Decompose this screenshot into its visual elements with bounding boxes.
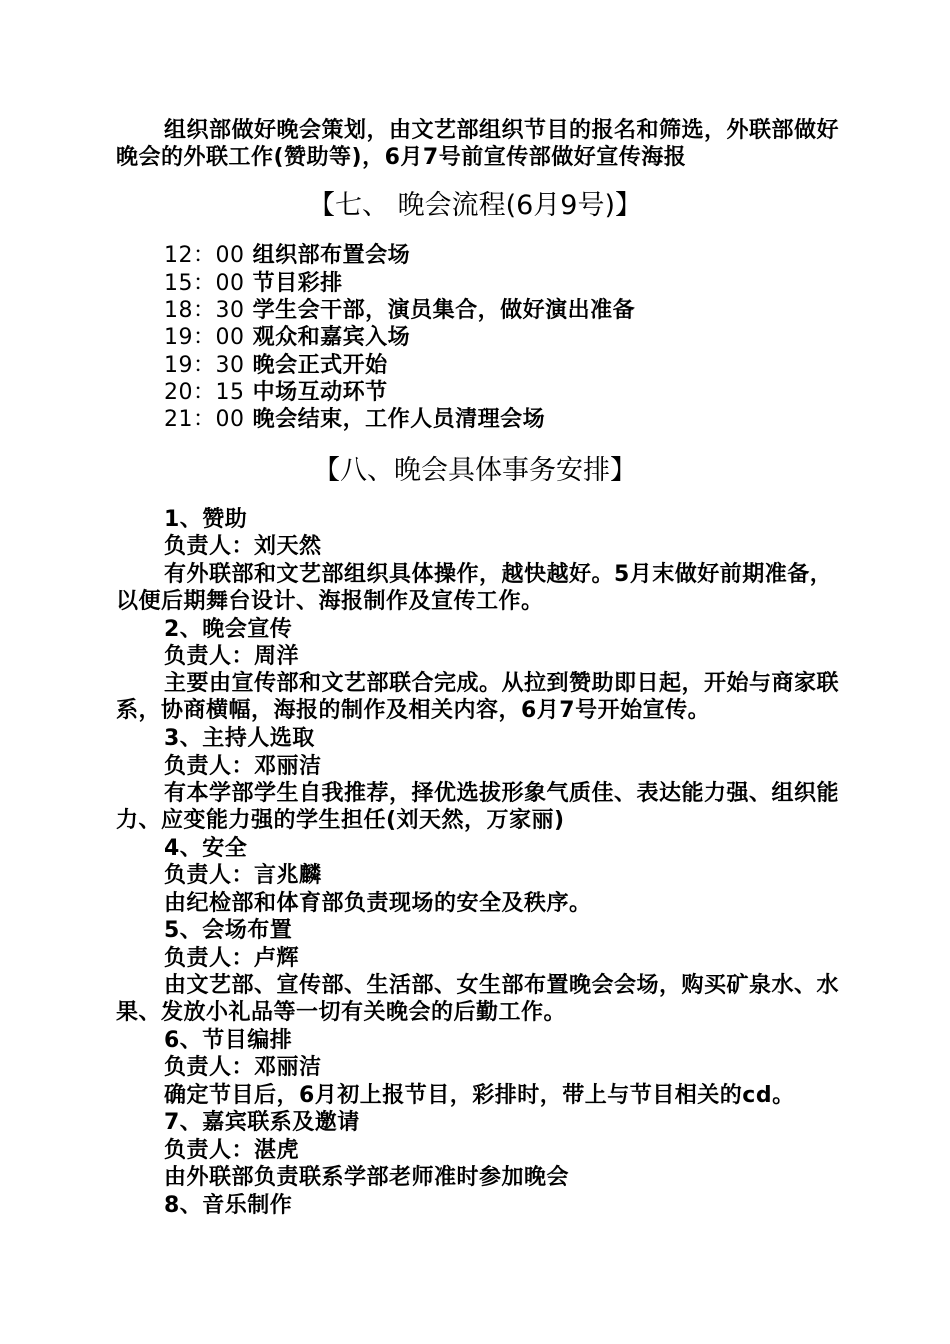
section8-heading: 【八、晚会具体事务安排】 — [313, 455, 637, 486]
item-person: 负责人：卢辉 — [164, 946, 300, 971]
schedule-item — [164, 352, 388, 379]
schedule-item — [164, 270, 343, 297]
schedule-event: 组织部布置会场 — [252, 243, 411, 268]
schedule-time: 18：30 — [164, 298, 245, 323]
schedule-time: 12：00 — [164, 243, 245, 268]
schedule-item — [164, 297, 635, 324]
item-person: 负责人：周洋 — [164, 644, 300, 669]
schedule-item — [164, 242, 410, 269]
schedule-time: 19：00 — [164, 325, 245, 350]
item-person: 负责人：邓丽洁 — [164, 754, 322, 779]
schedule-event: 学生会干部，演员集合，做好演出准备 — [252, 298, 636, 323]
schedule-time: 15：00 — [164, 271, 245, 296]
schedule-time: 19：30 — [164, 353, 245, 378]
item-description: 由外联部负责联系学部老师准时参加晚会 — [164, 1165, 570, 1190]
item-description: 主要由宣传部和文艺部联合完成。从拉到赞助即日起，开始与商家联系，协商横幅，海报的制作及相关内容，6月7号开始宣传。 — [116, 671, 840, 723]
intro-paragraph: 组织部做好晚会策划，由文艺部组织节目的报名和筛选，外联部做好晚会的外联工作(赞助等)，6月7号前宣传部做好宣传海报 — [116, 118, 840, 170]
item-title: 8、音乐制作 — [164, 1193, 293, 1218]
schedule-time: 20：15 — [164, 380, 245, 405]
schedule-event: 节目彩排 — [252, 271, 343, 296]
item-title: 6、节目编排 — [164, 1028, 293, 1053]
schedule-event: 中场互动环节 — [252, 380, 388, 405]
item-title: 3、主持人选取 — [164, 726, 315, 751]
item-person: 负责人：邓丽洁 — [164, 1055, 322, 1080]
item-title: 1、赞助 — [164, 507, 248, 532]
item-person: 负责人：言兆麟 — [164, 863, 322, 888]
schedule-item — [164, 406, 545, 433]
item-title: 4、安全 — [164, 836, 248, 861]
schedule-event: 晚会结束，工作人员清理会场 — [252, 407, 546, 432]
schedule-event: 晚会正式开始 — [252, 353, 388, 378]
item-title: 5、会场布置 — [164, 918, 293, 943]
item-description: 由纪检部和体育部负责现场的安全及秩序。 — [164, 891, 592, 916]
schedule-item — [164, 379, 388, 406]
item-description: 有外联部和文艺部组织具体操作，越快越好。5月末做好前期准备，以便后期舞台设计、海报制作及宣传工作。 — [116, 562, 833, 614]
section7-heading: 【七、 晚会流程(6月9号)】 — [307, 190, 642, 221]
item-description: 有本学部学生自我推荐，择优选拔形象气质佳、表达能力强、组织能力、应变能力强的学生担任(刘天然，万家丽) — [116, 781, 840, 833]
item-title: 7、嘉宾联系及邀请 — [164, 1110, 360, 1135]
item-person: 负责人：刘天然 — [164, 534, 322, 559]
item-description: 由文艺部、宣传部、生活部、女生部布置晚会会场，购买矿泉水、水果、发放小礼品等一切有关晚会的后勤工作。 — [116, 973, 840, 1025]
item-title: 2、晚会宣传 — [164, 617, 293, 642]
schedule-item — [164, 324, 410, 351]
schedule-event: 观众和嘉宾入场 — [252, 325, 411, 350]
item-person: 负责人：湛虎 — [164, 1138, 300, 1163]
schedule-time: 21：00 — [164, 407, 245, 432]
item-description: 确定节目后，6月初上报节目，彩排时，带上与节目相关的cd。 — [164, 1083, 795, 1108]
